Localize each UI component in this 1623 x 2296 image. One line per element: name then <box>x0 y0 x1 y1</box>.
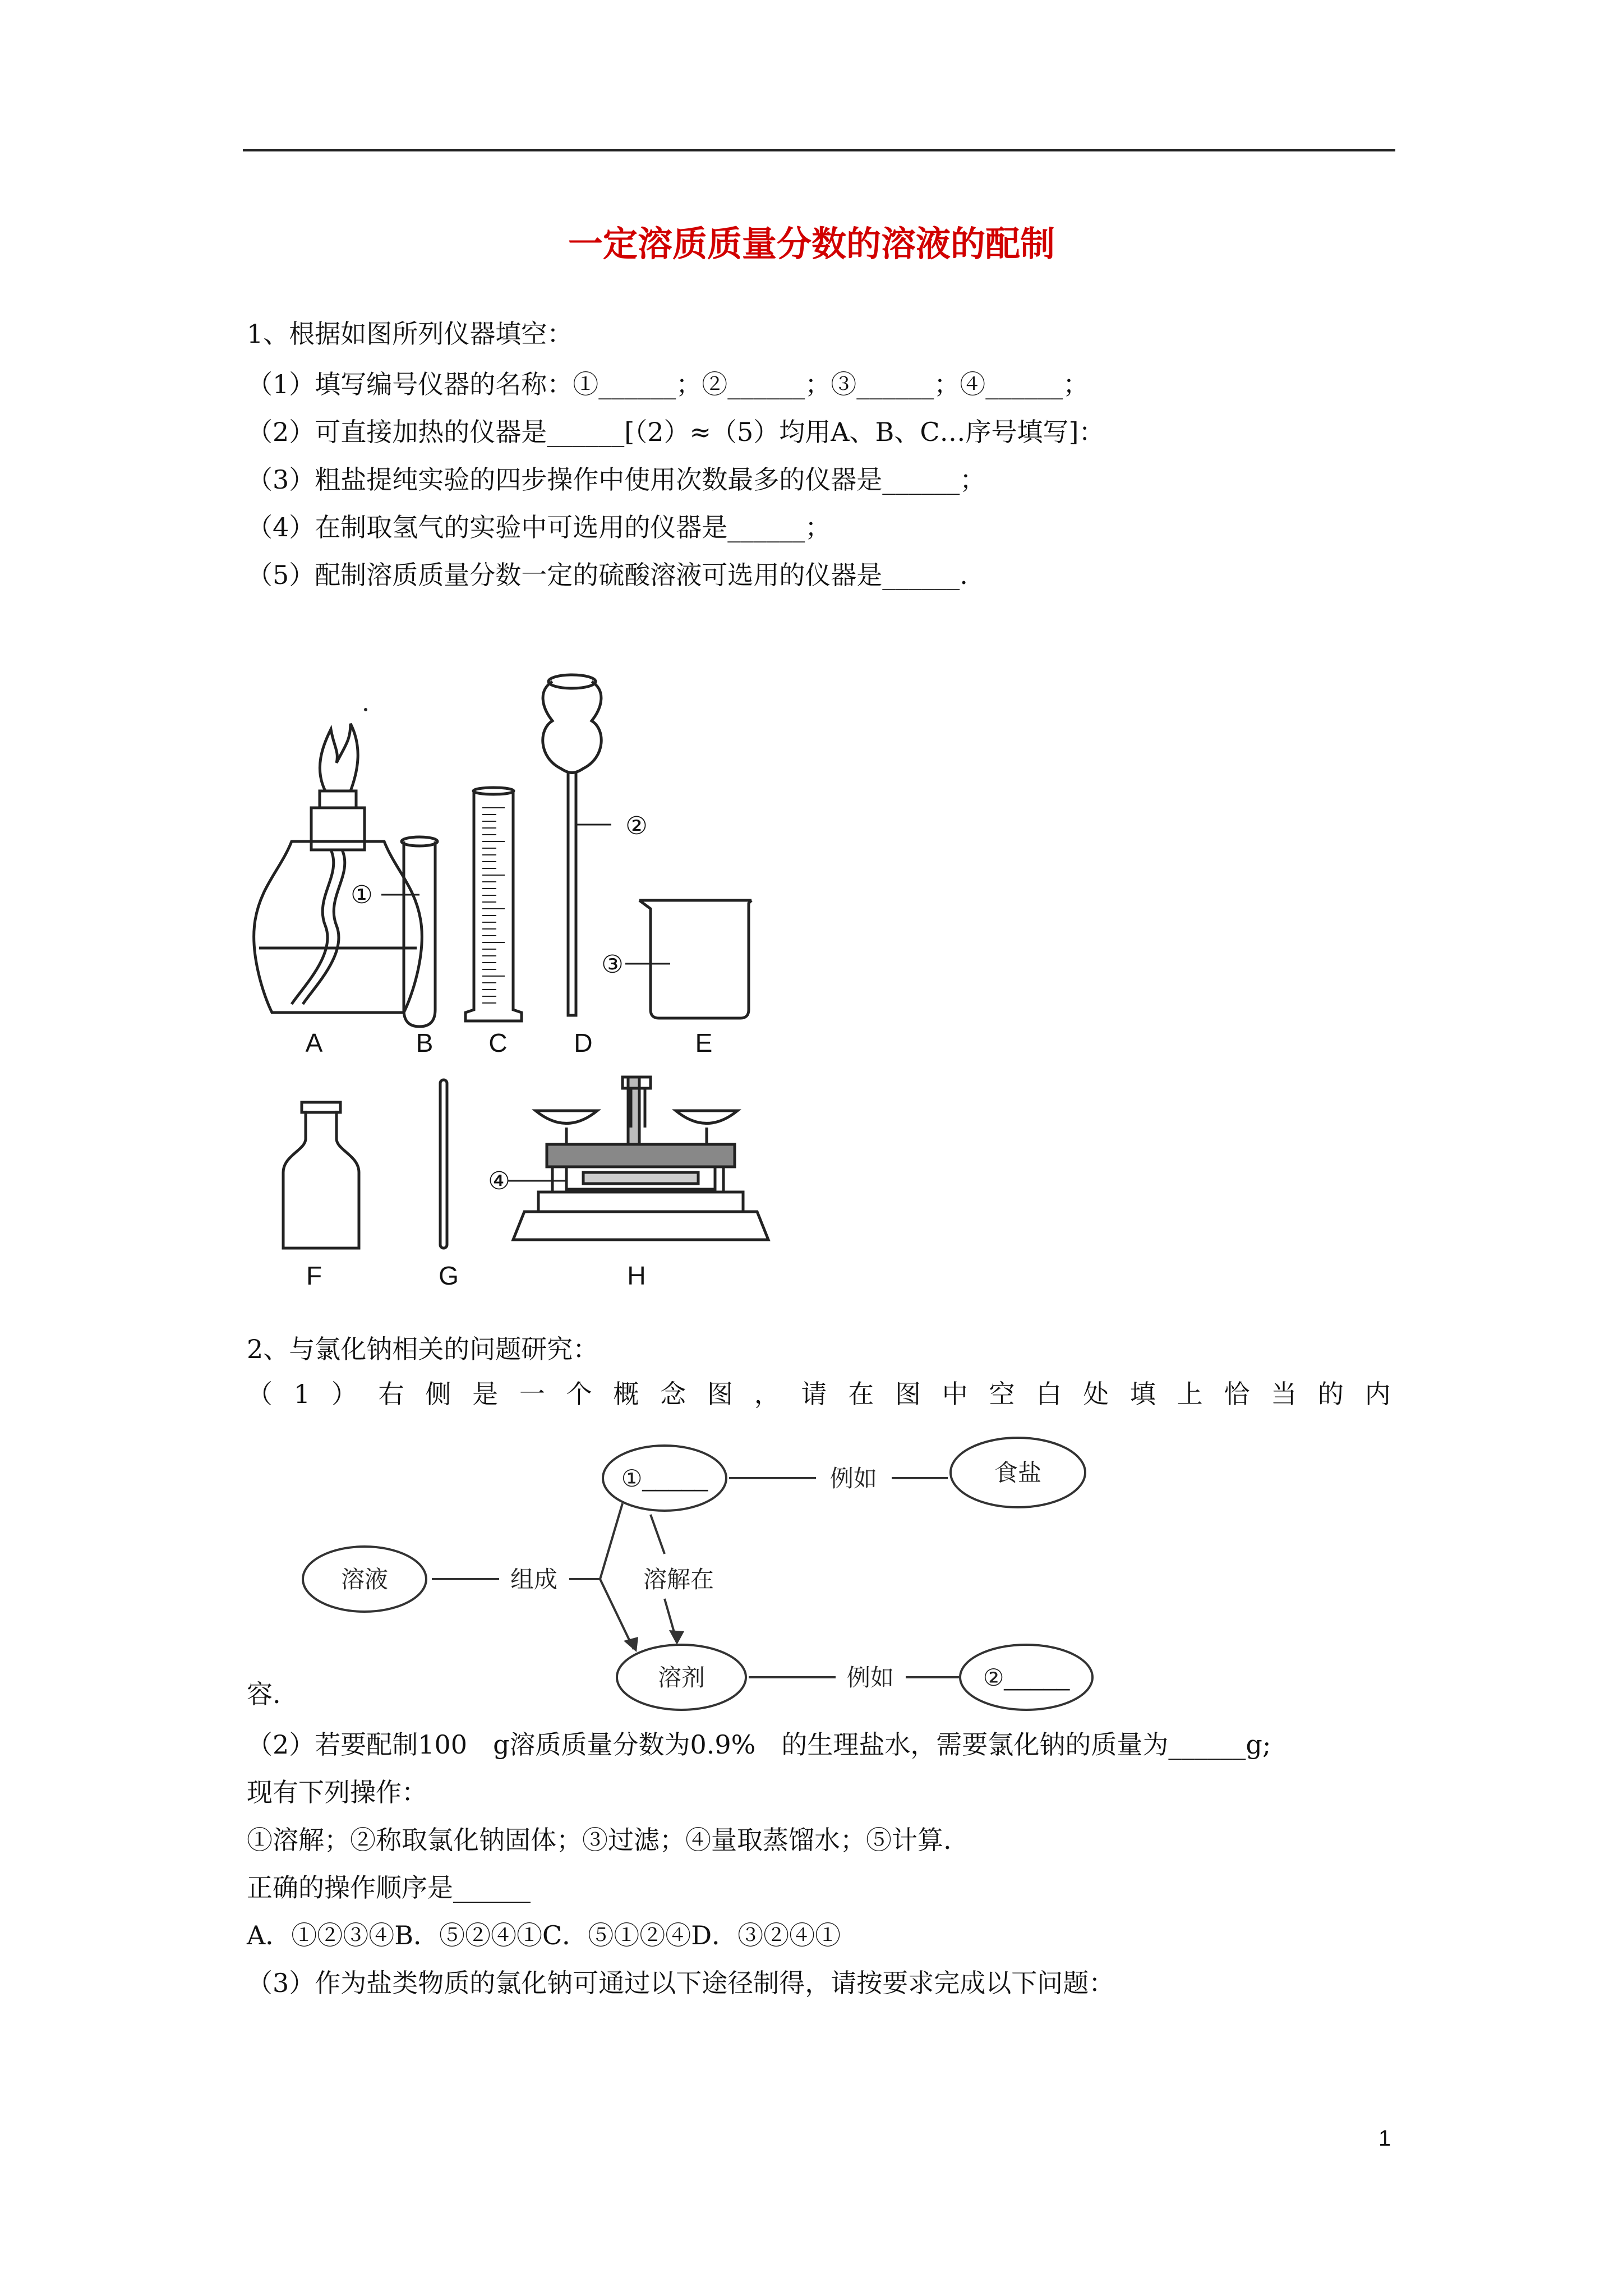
arrow-head-solvent <box>624 1637 638 1652</box>
label-F: F <box>306 1261 322 1290</box>
q1-part3: （3）粗盐提纯实验的四步操作中使用次数最多的仪器是______； <box>247 464 986 495</box>
marker-1: ① <box>351 881 373 909</box>
edge-example2-label: 例如 <box>846 1664 895 1691</box>
q2-part1-char: （ <box>247 1379 273 1409</box>
q1-part2: （2）可直接加热的仪器是______[（2）≈（5）均用A、B、C…序号填写]： <box>247 417 1105 447</box>
q1-part1: （1）填写编号仪器的名称：①______；②______；③______；④______； <box>247 369 1089 399</box>
label-H: H <box>627 1261 646 1290</box>
q2-part1-end: 容. <box>247 1679 281 1709</box>
q1-stem: 1、根据如图所列仪器填空： <box>247 319 573 349</box>
marker-4: ④ <box>488 1167 510 1195</box>
marker-2: ② <box>625 812 648 840</box>
q2-order-label: 正确的操作顺序是______ <box>247 1872 531 1903</box>
q2-part1-char: 请 <box>801 1379 827 1409</box>
q2-part2: （2）若要配制100 g溶质质量分数为0.9% 的生理盐水，需要氯化钠的质量为______g; <box>247 1729 1271 1760</box>
edge-dissolve-label: 溶解在 <box>643 1566 714 1593</box>
node-solute-label: ①_____ <box>621 1465 708 1492</box>
q2-part1-char: 中 <box>942 1379 968 1409</box>
q2-part1-char: 侧 <box>425 1379 451 1409</box>
q2-part1-char: 填 <box>1129 1379 1156 1409</box>
label-C: C <box>488 1028 508 1057</box>
q1-part4: （4）在制取氢气的实验中可选用的仪器是______； <box>247 512 831 542</box>
q2-part1-char: 处 <box>1083 1379 1109 1409</box>
label-E: E <box>695 1028 713 1057</box>
q2-part1-char: 念 <box>660 1379 686 1409</box>
q2-stem: 2、与氯化钠相关的问题研究： <box>247 1334 599 1364</box>
label-B: B <box>416 1028 434 1057</box>
node-salt-label: 食盐 <box>994 1460 1042 1486</box>
q2-part1-char: 图 <box>895 1379 921 1409</box>
q2-part3: （3）作为盐类物质的氯化钠可通过以下途径制得，请按要求完成以下问题： <box>247 1968 1115 1998</box>
marker-3: ③ <box>601 951 624 978</box>
q2-part1-char: 白 <box>1036 1379 1062 1409</box>
edge-example1-label: 例如 <box>829 1465 878 1492</box>
edge-compose-label: 组成 <box>510 1566 558 1593</box>
q2-part1-char: 的 <box>1317 1379 1344 1409</box>
q2-part1-char: 当 <box>1271 1379 1297 1409</box>
page-title: 一定溶质质量分数的溶液的配制 <box>568 223 1055 264</box>
q2-operations: ①溶解；②称取氯化钠固体；③过滤；④量取蒸馏水；⑤计算. <box>247 1825 952 1855</box>
q2-choices: A．①②③④B．⑤②④①C．⑤①②④D．③②④① <box>247 1920 841 1950</box>
label-A: A <box>305 1028 323 1057</box>
q2-part1-char: 上 <box>1177 1379 1203 1409</box>
page-number: 1 <box>1378 2126 1391 2151</box>
q2-part1-char: 1 <box>293 1379 311 1409</box>
q2-part1-char: 空 <box>989 1379 1015 1409</box>
q2-part1-char: ， <box>754 1379 780 1409</box>
node-solution-label: 溶液 <box>340 1566 389 1593</box>
q2-part1-char: 在 <box>848 1379 874 1409</box>
node-solvent-example-label: ②_____ <box>983 1664 1070 1691</box>
q2-part1-char: 一 <box>519 1379 545 1409</box>
q2-part1-char: 内 <box>1364 1379 1391 1409</box>
arrow-head-dissolve <box>669 1630 684 1645</box>
q2-part1-char: 是 <box>472 1379 499 1409</box>
label-D: D <box>574 1028 593 1057</box>
label-G: G <box>439 1261 459 1290</box>
q2-part1-char: 恰 <box>1224 1379 1250 1409</box>
q1-part5: （5）配制溶质质量分数一定的硫酸溶液可选用的仪器是______. <box>247 560 968 590</box>
q2-part1-char: ） <box>331 1379 357 1409</box>
q2-part1-char: 右 <box>378 1379 404 1409</box>
q2-part2b: 现有下列操作： <box>247 1777 427 1807</box>
q2-part1-char: 图 <box>707 1379 733 1409</box>
node-solvent-label: 溶剂 <box>657 1664 706 1691</box>
q2-part1-char: 概 <box>613 1379 639 1409</box>
q2-part1-char: 个 <box>566 1379 592 1409</box>
